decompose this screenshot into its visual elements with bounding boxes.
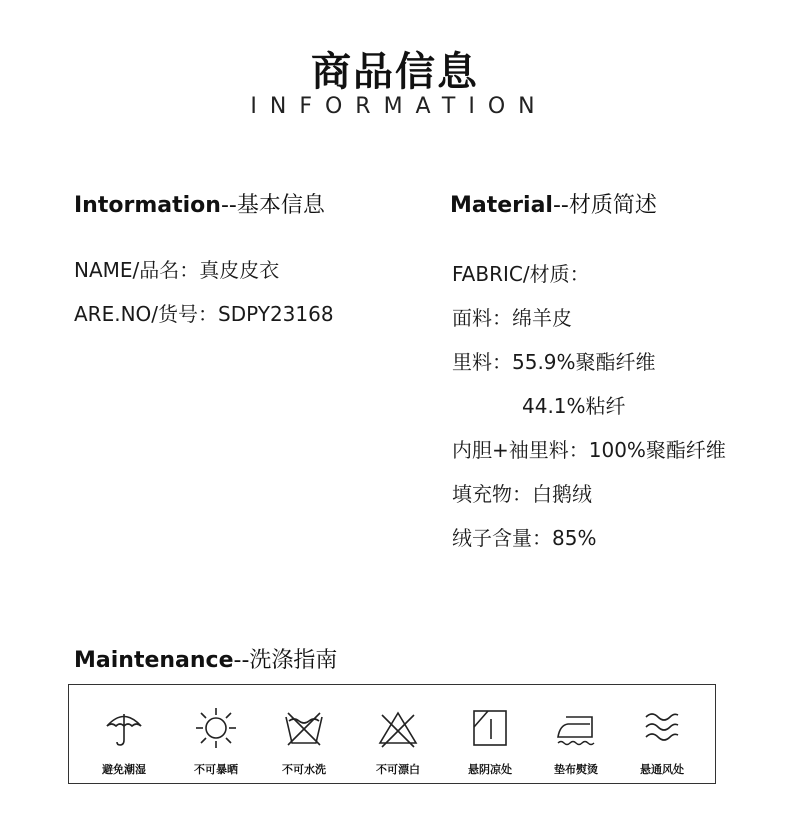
maintenance-heading-en: Maintenance xyxy=(74,648,234,673)
basic-info-heading xyxy=(74,188,325,219)
material-lining-viscose: 44.1%粘纤 xyxy=(522,394,626,418)
material-outer: 面料：绵羊皮 xyxy=(452,306,572,330)
care-item-no-sun xyxy=(171,685,261,785)
sun-icon xyxy=(196,707,236,749)
care-label: 悬阴凉处 xyxy=(468,763,512,776)
maintenance-heading xyxy=(74,643,337,674)
ventilation-icon xyxy=(642,707,682,749)
page-subtitle: INFORMATION xyxy=(250,94,548,119)
care-label: 垫布熨烫 xyxy=(554,763,598,776)
page-title: 商品信息 xyxy=(311,49,479,95)
care-item-avoid-moisture xyxy=(79,685,169,785)
care-item-ventilated xyxy=(617,685,707,785)
material-heading-cn: --材质简述 xyxy=(552,193,657,218)
material-down-content: 绒子含量：85% xyxy=(452,526,597,550)
umbrella-icon xyxy=(104,707,144,749)
material-lining: 里料：55.9%聚酯纤维 xyxy=(452,350,656,374)
care-label: 不可暴晒 xyxy=(194,763,238,776)
care-item-iron-with-cloth xyxy=(531,685,621,785)
care-instructions-box xyxy=(68,684,716,784)
material-heading xyxy=(450,188,657,219)
maintenance-heading-cn: --洗涤指南 xyxy=(233,648,338,673)
no-bleach-icon xyxy=(378,707,418,749)
no-wash-icon xyxy=(284,707,324,749)
iron-cloth-icon xyxy=(556,707,596,749)
material-fabric-label: FABRIC/材质： xyxy=(452,262,590,286)
material-filling: 填充物：白鹅绒 xyxy=(452,482,592,506)
care-item-no-bleach xyxy=(353,685,443,785)
care-item-no-wash xyxy=(259,685,349,785)
material-heading-en: Material xyxy=(450,193,553,218)
product-name: NAME/品名：真皮皮衣 xyxy=(74,258,280,282)
item-number: ARE.NO/货号：SDPY23168 xyxy=(74,302,334,326)
care-item-shade-dry xyxy=(445,685,535,785)
care-label: 避免潮湿 xyxy=(102,763,146,776)
shade-dry-icon xyxy=(470,707,510,749)
care-label: 不可水洗 xyxy=(282,763,326,776)
basic-info-heading-cn: --基本信息 xyxy=(220,193,325,218)
material-inner: 内胆+袖里料：100%聚酯纤维 xyxy=(452,438,726,462)
basic-info-heading-en: Intormation xyxy=(74,193,221,218)
care-label: 不可漂白 xyxy=(376,763,420,776)
care-label: 悬通风处 xyxy=(640,763,684,776)
